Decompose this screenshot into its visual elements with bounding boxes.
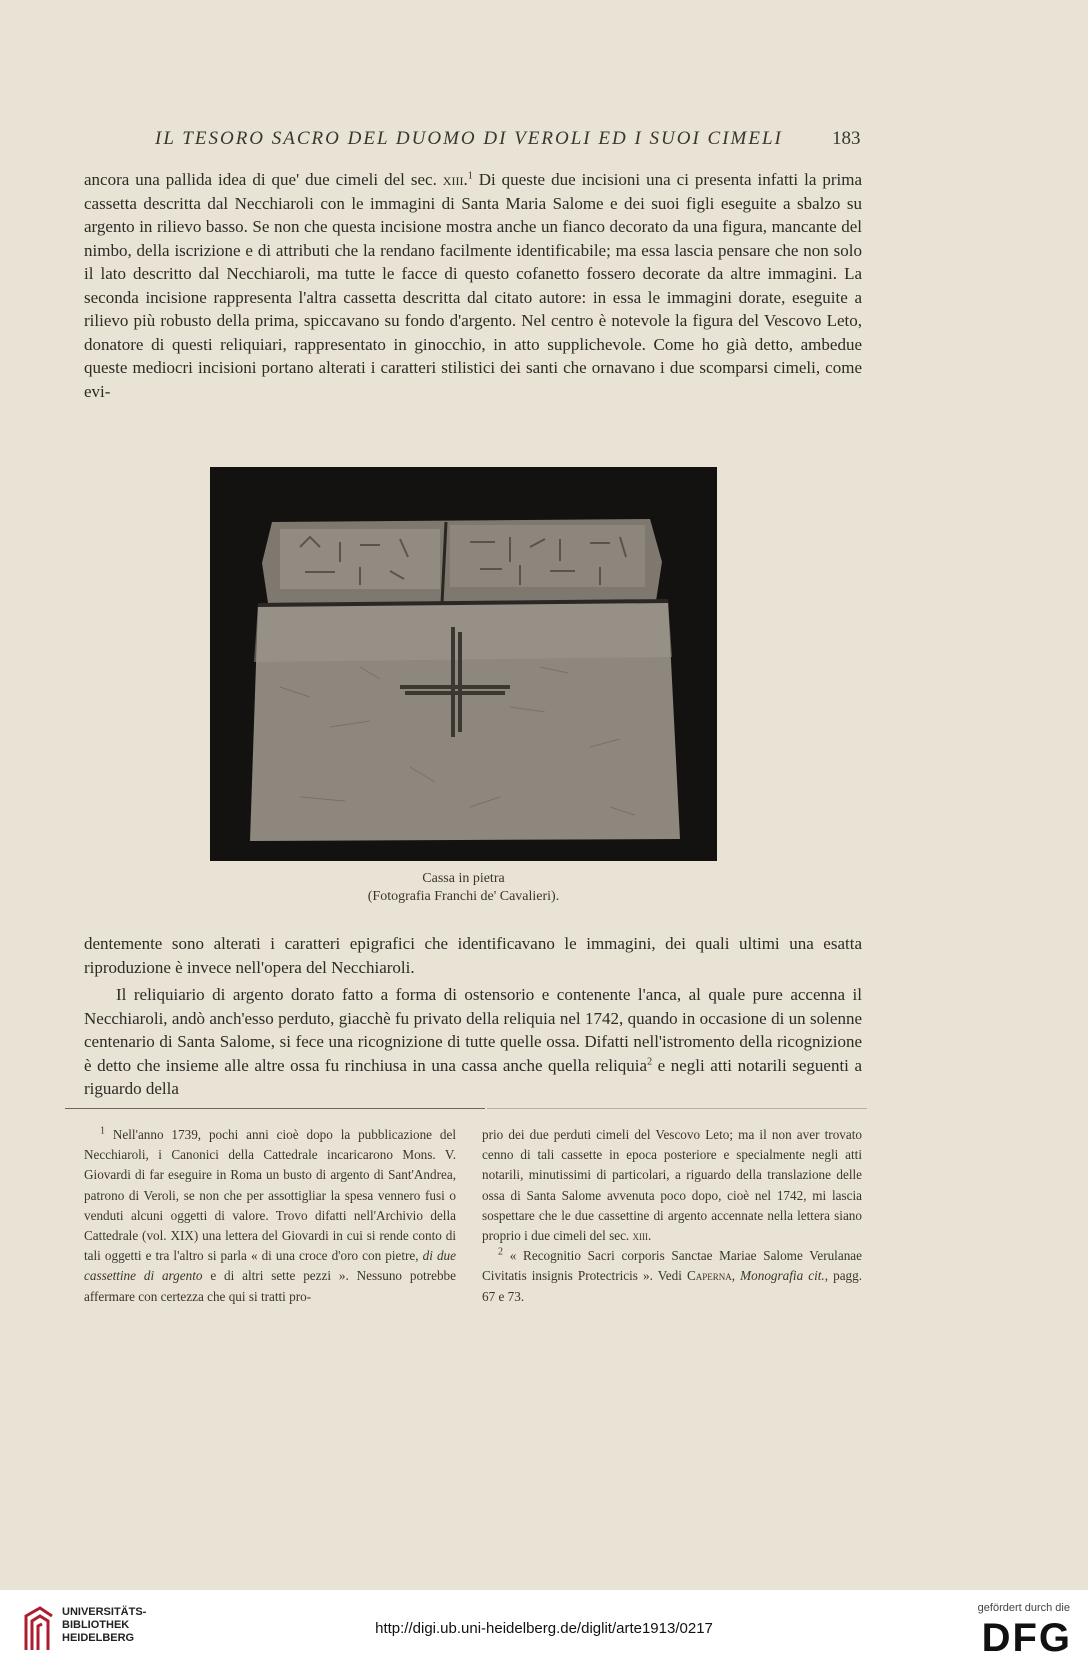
p1-text-a: ancora una pallida idea di que' due cimeli del sec. (84, 170, 437, 189)
footnote-1-part-1 (84, 1125, 456, 1307)
footnote-1-marker: 1 (100, 1125, 105, 1137)
source-url-link[interactable]: http://digi.ub.uni-heidelberg.de/diglit/arte1913/0217 (375, 1620, 713, 1637)
footnote-2-text-a: « Recognitio Sacri corporis Sanctae Mariae Salome Verulanae Civitatis insignis Protectricis ». Vedi (482, 1248, 863, 1284)
footnote-column-right (482, 1125, 862, 1307)
running-title: IL TESORO SACRO DEL DUOMO DI VEROLI ED I SUOI CIMELI (155, 128, 783, 149)
footnote-1-text-c: prio dei due perduti cimeli del Vescovo Leto; ma il non aver trovato cenno di tali cassette in epoca posteriore e specialmente negli atti notarili, minutissimi di particolari, a riguardo della translazione delle ossa di Santa Salome avvenuta poco dopo, cioè nel 1742, mi lascia sospettare che le due cassettine di argento accennate nella lettera siano proprio i due cimeli del sec. (482, 1127, 862, 1244)
footnote-rule (65, 1108, 485, 1109)
footnote-1-italic: di due cassettine di argento (84, 1248, 457, 1284)
stone-chest-photo (210, 467, 717, 861)
footnote-2-text-b: pagg. 67 e 73. (482, 1268, 863, 1304)
library-name-line-2: BIBLIOTHEK (62, 1619, 130, 1631)
p3-text-a: Il reliquiario di argento dorato fatto a forma di ostensorio e contenente l'anca, al quale pure accenna il Necchiaroli, andò anch'esso perduto, giacchè fu privato della reliquia nel 1742, quando in occasione di un solenne centenario di Santa Salome, si fece una ricognizione di tutte quelle ossa. Difatti nell'istromento della ricognizione è detto che insieme alle altre ossa fu rinchiusa in una cassa anche quella reliquia (84, 985, 862, 1075)
funded-by-label: gefördert durch die (977, 1602, 1070, 1614)
footnote-column-left (84, 1125, 456, 1307)
footnote-1-century: xiii. (632, 1228, 652, 1244)
body-paragraph-2: dentemente sono alterati i caratteri epigrafici che identificavano le immagini, dei quali ultimi una esatta riproduzione è invece nell'opera del Necchiaroli. (84, 934, 862, 977)
footnote-rule-faint (487, 1108, 867, 1109)
footnote-1-text-a: Nell'anno 1739, pochi anni cioè dopo la pubblicazione del Necchiaroli, i Canonici della Cattedrale incaricarono Mons. V. Giovardi di far eseguire in Roma un busto di argento di Sant'Andrea, patrono di Veroli, se non che per assottigliar la spesa vennero fusi o venduti alcuni oggetti di valore. Trovo difatti nell'Archivio della Cattedrale (vol. XIX) una lettera del Giovardi in cui si rende conto di tali oggetti e tra l'altro si parla « di una croce d'oro con pietre, (84, 1127, 457, 1264)
library-name-line-3: HEIDELBERG (62, 1632, 135, 1644)
library-name-line-1: UNIVERSITÄTS- (62, 1606, 147, 1618)
caption-line-2: (Fotografia Franchi de' Cavalieri). (367, 889, 560, 904)
footnote-ref-2[interactable]: 2 (647, 1055, 653, 1067)
digitization-footer (0, 1590, 1088, 1669)
dfg-logo: DFG (981, 1616, 1072, 1660)
caption-line-1: Cassa in pietra (422, 871, 505, 886)
footnote-2-italic: Monografia cit., (740, 1268, 829, 1284)
footnote-2 (482, 1246, 862, 1307)
footnote-ref-1[interactable]: 1 (467, 170, 473, 182)
p1-century: xiii. (442, 170, 468, 189)
page-number: 183 (832, 128, 861, 149)
footnote-2-author: Caperna, (686, 1268, 736, 1284)
footnote-2-marker: 2 (498, 1246, 503, 1258)
p1-text-b: Di queste due incisioni una ci presenta infatti la prima cassetta descritta dal Necchiaroli con le immagini di Santa Maria Salome e dei suoi figli eseguite a sbalzo su argento in rilievo basso. Se non che questa incisione mostra anche un fianco decorato da una figura, mancante del nimbo, della iscrizione e di attributi che la rendano facilmente identificabile; ma essa lascia pensare che non solo il lato descritto dal Necchiaroli, ma tutte le facce di questo cofanetto fossero decorate da altre immagini. La seconda incisione rappresenta l'altra cassetta descritta dal citato autore: in essa le immagini dorate, eseguite a rilievo più robusto della prima, spiccavano su fondo d'argento. Nel centro è notevole la figura del Vescovo Leto, donatore di questi reliquiari, rappresentato in ginocchio, in atto supplichevole. Come ho già detto, ambedue queste mediocri incisioni portano alterati i caratteri stilistici dei santi che ornavano i due scomparsi cimeli, come evi- (84, 170, 862, 401)
body-paragraph-3 (84, 983, 862, 1101)
stone-chest-illustration (210, 467, 717, 861)
body-paragraph-1 (84, 168, 862, 403)
figure-caption (210, 870, 717, 906)
footnote-1-part-2 (482, 1125, 862, 1246)
footnote-1-text-b: e di altri sette pezzi ». Nessuno potrebbe affermare con certezza che qui si tratti pro- (84, 1268, 457, 1304)
p3-text-b: e negli atti notarili seguenti a riguardo della (84, 1055, 862, 1098)
